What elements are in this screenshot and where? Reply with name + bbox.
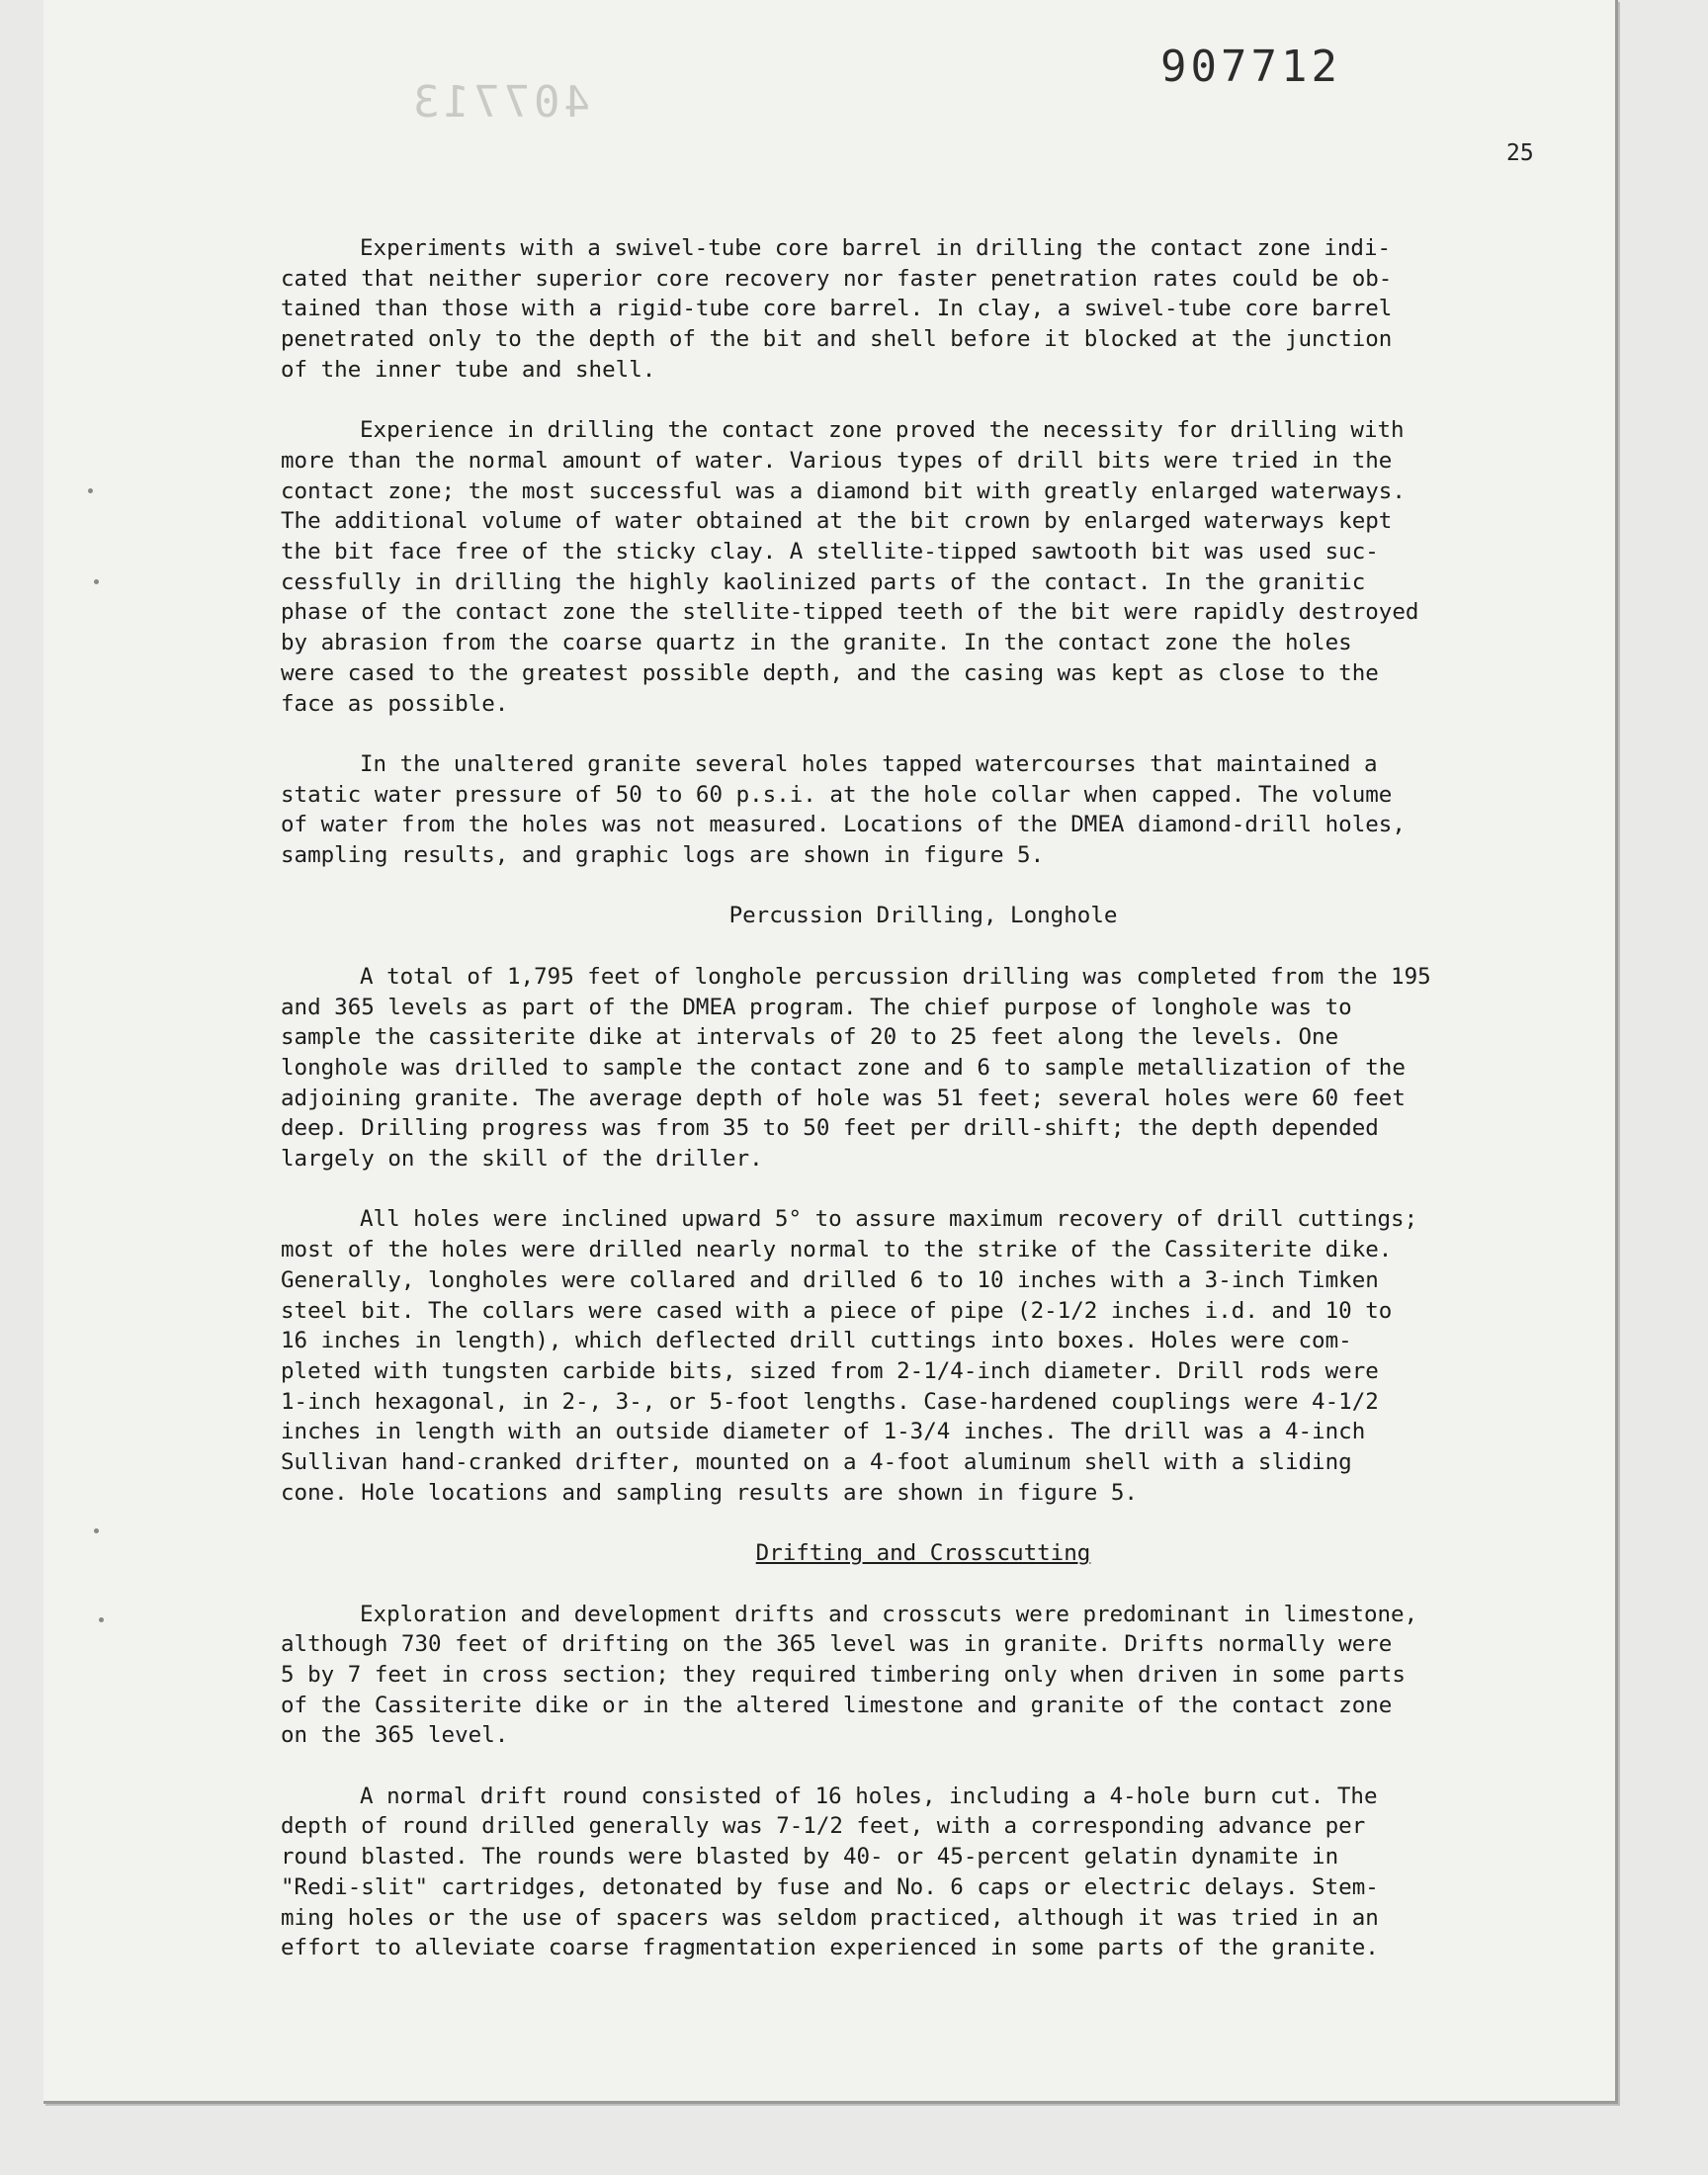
page-number: 25 <box>1506 140 1534 166</box>
paragraph-drift-round: A normal drift round consisted of 16 holes, including a 4-hole burn cut. The depth of round drilled generally was 7-1/2 feet, with a corresponding advance per round blasted. The rounds were blasted by 40- or 45-percent gelatin dynamite in "Redi-slit" cartridges, detonated by fuse and No. 6 caps or electric delays. Stem- ming holes or the use of spacers was seldom practiced, although it was tried in an effort to alleviate coarse fragmentation experienced in some parts of the granite. <box>281 1783 1379 1961</box>
section-heading-text: Percussion Drilling, Longhole <box>728 903 1118 929</box>
margin-dot <box>94 1528 99 1533</box>
margin-dot <box>94 579 99 584</box>
margin-dot <box>99 1617 104 1622</box>
section-heading-text: Drifting and Crosscutting <box>755 1540 1091 1567</box>
paragraph-exploration-drifts: Exploration and development drifts and crosscuts were predominant in limestone, although 730 feet of drifting on the 365 level was in granite. Drifts normally were 5 by 7 feet in cross section; they required timbering only when driven in some parts of the Cassiterite dike or in the altered limestone and granite of the contact zone on the 365 level. <box>281 1601 1418 1749</box>
paragraph-holes-inclined: All holes were inclined upward 5° to assure maximum recovery of drill cuttings; most of the holes were drilled nearly normal to the strike of the Cassiterite dike. Generally, longholes were collared and drilled 6 to 10 inches with a 3-inch Timken steel bit. The collars were cased with a piece of pipe (2-1/2 inches i.d. and 10 to 16 inches in length), which deflected drill cuttings into boxes. Holes were com- pleted with tungsten carbide bits, sized from 2-1/4-inch diameter. Drill rods were 1-inch hexagonal, in 2-, 3-, or 5-foot lengths. Case-hardened couplings were 4-1/2 inches in length with an outside diameter of 1-3/4 inches. The drill was a 4-inch Sullivan hand-cranked drifter, mounted on a 4-foot aluminum shell with a sliding cone. Hole locations and sampling results are shown in figure 5. <box>281 1206 1418 1506</box>
margin-dot <box>88 488 93 493</box>
section-heading-percussion-drilling <box>281 901 1566 931</box>
section-heading-drifting <box>281 1538 1566 1569</box>
paragraph-unaltered-granite: In the unaltered granite several holes tapped watercourses that maintained a static water pressure of 50 to 60 p.s.i. at the hole collar when capped. The volume of water from the holes was not measured. Locations of the DMEA diamond-drill holes, sampling results, and graphic logs are shown in figure 5. <box>281 750 1406 869</box>
bleed-through-stamp: 407713 <box>409 77 590 128</box>
paragraph-contact-zone-water: Experience in drilling the contact zone proved the necessity for drilling with more than the normal amount of water. Various types of drill bits were tried in the contact zone; the most successful was a diamond bit with greatly enlarged waterways. The additional volume of water obtained at the bit crown by enlarged waterways kept the bit face free of the sticky clay. A stellite-tipped sawtooth bit was used suc- cessfully in drilling the highly kaolinized parts of the contact. In the granitic phase of the contact zone the stellite-tipped teeth of the bit were rapidly destroyed by abrasion from the coarse quartz in the granite. In the contact zone the holes were cased to the greatest possible depth, and the casing was kept as close to the face as possible. <box>281 417 1419 717</box>
document-body <box>281 233 1566 1994</box>
document-stamp-number: 907712 <box>1160 42 1341 92</box>
document-page <box>43 0 1618 2104</box>
paragraph-longhole-total: A total of 1,795 feet of longhole percussion drilling was completed from the 195 and 365 levels as part of the DMEA program. The chief purpose of longhole was to sample the cassiterite dike at intervals of 20 to 25 feet along the levels. One longhole was drilled to sample the contact zone and 6 to sample metallization of the adjoining granite. The average depth of hole was 51 feet; several holes were 60 feet deep. Drilling progress was from 35 to 50 feet per drill-shift; the depth depended largely on the skill of the driller. <box>281 963 1431 1173</box>
paragraph-swivel-tube: Experiments with a swivel-tube core barrel in drilling the contact zone indi- cated that neither superior core recovery nor faster penetration rates could be ob- tained than those with a rigid-tube core barrel. In clay, a swivel-tube core barrel penetrated only to the depth of the bit and shell before it blocked at the junction of the inner tube and shell. <box>281 235 1393 383</box>
